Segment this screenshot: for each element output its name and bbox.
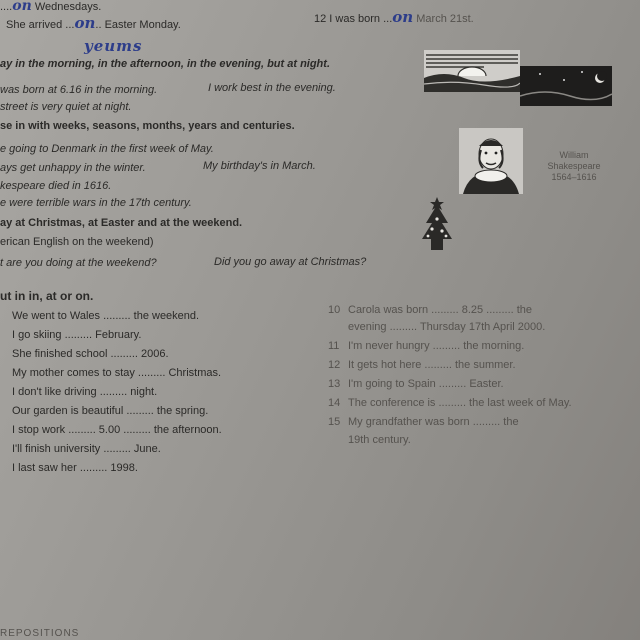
item-text: I'm going to Spain ......... Easter. xyxy=(348,378,504,390)
example-prefix: She arrived ... xyxy=(6,19,75,31)
item-number: 15 xyxy=(328,416,341,428)
example-shakespeare: kespeare died in 1616. xyxy=(0,180,112,192)
item-text: The conference is ......... the last week of May. xyxy=(348,397,572,409)
example-unhappy: ays get unhappy in the winter. xyxy=(0,162,146,174)
item-text: evening ......... Thursday 17th April 2000. xyxy=(348,321,546,333)
exercise-item-2: I go skiing ......... February. xyxy=(12,329,142,341)
handwritten-scribble: yeums xyxy=(84,37,143,55)
example-work: I work best in the evening. xyxy=(208,82,336,94)
item-text: My grandfather was born ......... the xyxy=(348,416,519,428)
exercise-item-14 xyxy=(328,397,572,410)
example-born-time: was born at 6.16 in the morning. xyxy=(0,84,158,96)
example-christmas: Did you go away at Christmas? xyxy=(214,256,367,268)
example-prefix: 12 I was born ... xyxy=(314,13,393,25)
exercise-heading: ut in in, at or on. xyxy=(0,289,94,303)
item-number: 12 xyxy=(328,359,341,371)
exercise-item-4: My mother comes to stay ......... Christmas. xyxy=(12,367,222,379)
exercise-item-11 xyxy=(328,340,524,353)
item-number: 10 xyxy=(328,304,341,316)
exercise-item-9: I last saw her ......... 1998. xyxy=(12,462,138,474)
portrait-first-name: William xyxy=(559,150,589,160)
example-text: March 21st. xyxy=(416,13,474,25)
item-number: 11 xyxy=(328,340,340,352)
footer-section-label: REPOSITIONS xyxy=(0,628,80,639)
shakespeare-portrait xyxy=(459,128,523,194)
sunrise-illustration xyxy=(424,50,520,92)
example-wednesdays xyxy=(0,0,101,14)
example-arrived xyxy=(6,14,181,32)
handwritten-answer: on xyxy=(392,8,414,26)
portrait-last-name: Shakespeare xyxy=(547,161,601,171)
example-wars: e were terrible wars in the 17th century. xyxy=(0,197,192,209)
dots: .... xyxy=(0,1,13,13)
example-street: street is very quiet at night. xyxy=(0,101,132,113)
item-text: I'm never hungry ......... the morning. xyxy=(348,340,525,352)
rule-say-at: ay at Christmas, at Easter and at the weekend. xyxy=(0,217,243,229)
item-text: It gets hot here ......... the summer. xyxy=(348,359,516,371)
exercise-item-12 xyxy=(328,359,516,372)
item-number: 13 xyxy=(328,378,341,390)
exercise-item-7: I stop work ......... 5.00 ......... the afternoon. xyxy=(12,424,222,436)
night-illustration xyxy=(520,66,612,106)
exercise-item-10 xyxy=(328,304,532,317)
example-born-12 xyxy=(314,8,474,26)
exercise-item-15 xyxy=(328,416,519,429)
handwritten-answer: on xyxy=(74,14,96,32)
handwritten-answer: on xyxy=(12,0,32,14)
portrait-dates: 1564–1616 xyxy=(551,172,597,182)
item-number: 14 xyxy=(328,397,341,409)
example-denmark: e going to Denmark in the first week of May. xyxy=(0,143,214,155)
exercise-item-3: She finished school ......... 2006. xyxy=(12,348,169,360)
rule-day-times: ay in the morning, in the afternoon, in the evening, but at night. xyxy=(0,58,330,70)
item-text: 19th century. xyxy=(348,434,411,446)
christmas-tree-illustration xyxy=(418,193,456,255)
exercise-item-1: We went to Wales ......... the weekend. xyxy=(12,310,200,322)
exercise-item-6: Our garden is beautiful ......... the spring. xyxy=(12,405,209,417)
example-text: Wednesdays. xyxy=(34,1,102,13)
item-text: Carola was born ......... 8.25 ......... the xyxy=(348,304,533,316)
exercise-item-8: I'll finish university ......... June. xyxy=(12,443,161,455)
exercise-item-10-cont xyxy=(328,321,545,334)
example-weekend: t are you doing at the weekend? xyxy=(0,257,157,269)
portrait-caption xyxy=(545,150,603,183)
exercise-item-13 xyxy=(328,378,504,391)
example-text: .. Easter Monday. xyxy=(95,19,181,31)
exercise-item-15-cont xyxy=(328,434,411,447)
rule-use-in: se in with weeks, seasons, months, years and centuries. xyxy=(0,120,295,132)
example-birthday: My birthday's in March. xyxy=(203,160,316,172)
exercise-item-5: I don't like driving ......... night. xyxy=(12,386,158,398)
rule-american: erican English on the weekend) xyxy=(0,236,154,248)
